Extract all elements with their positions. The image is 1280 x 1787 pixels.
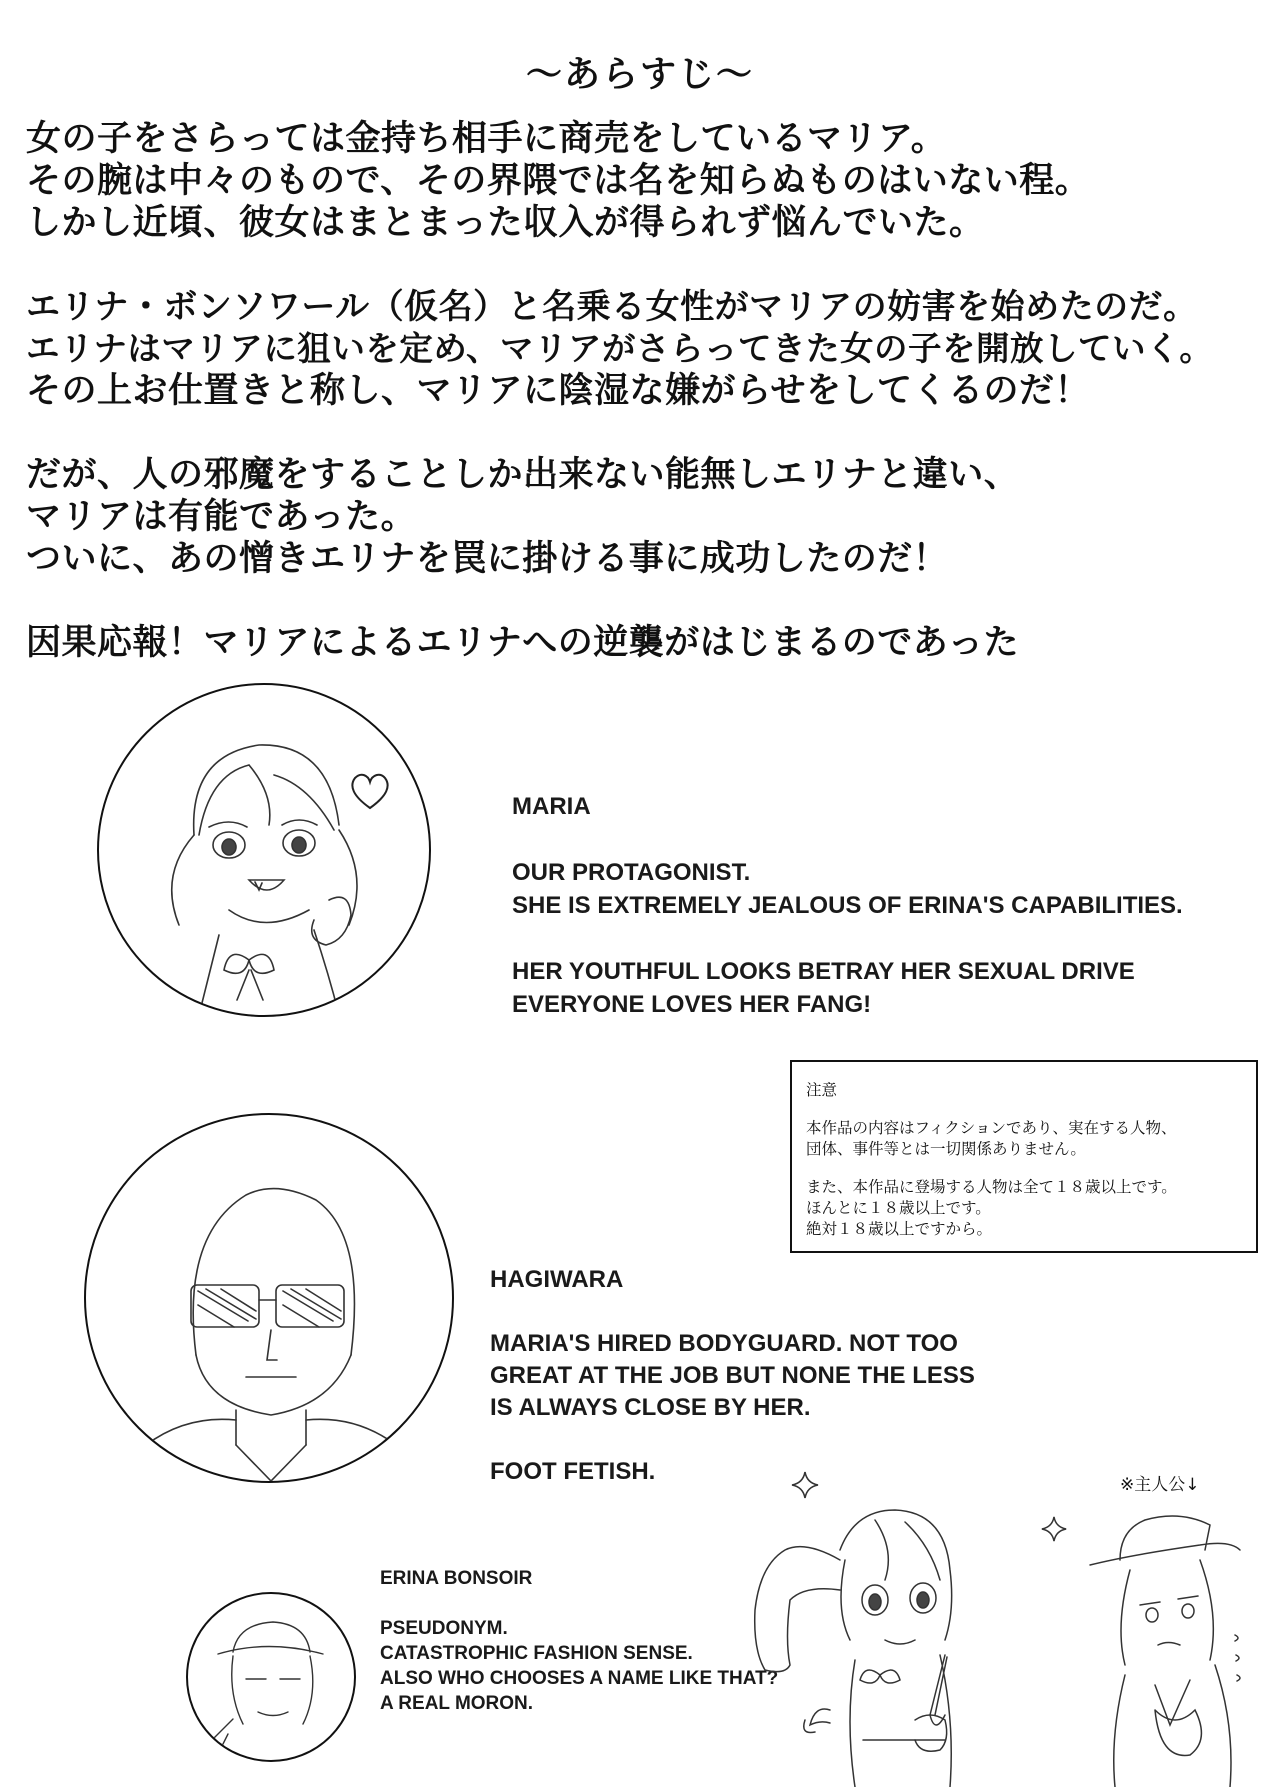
- synopsis-paragraph-2: [26, 286, 1256, 412]
- character-line: EVERYONE LOVES HER FANG!: [512, 991, 872, 1018]
- synopsis: [26, 118, 1256, 706]
- notice-box: [790, 1060, 1258, 1253]
- notice-heading: 注意: [806, 1081, 838, 1099]
- character-line: IS ALWAYS CLOSE BY HER.: [490, 1394, 811, 1421]
- notice-line: また、本作品に登場する人物は全て１８歳以上です。: [806, 1178, 1177, 1196]
- synopsis-line: マリアは有能であった。: [26, 497, 417, 537]
- character-line: OUR PROTAGONIST.: [512, 859, 751, 886]
- synopsis-line: エリナ・ボンソワール（仮名）と名乗る女性がマリアの妨害を始めたのだ。: [26, 287, 1198, 327]
- character-line: SHE IS EXTREMELY JEALOUS OF ERINA'S CAPABILITIES.: [512, 892, 1183, 919]
- synopsis-line: その上お仕置きと称し、マリアに陰湿な嫌がらせをしてくるのだ！: [26, 371, 1090, 411]
- erina-description: [380, 1566, 800, 1716]
- maria-sketch: [745, 1490, 1055, 1787]
- character-name: MARIA: [512, 793, 591, 820]
- synopsis-line: ついに、あの憎きエリナを罠に掛ける事に成功したのだ！: [26, 539, 949, 579]
- notice-line: 絶対１８歳以上ですから。: [806, 1220, 993, 1238]
- character-line: MARIA'S HIRED BODYGUARD. NOT TOO: [490, 1330, 958, 1357]
- sparkle-icon: [1040, 1515, 1068, 1543]
- character-line: CATASTROPHIC FASHION SENSE.: [380, 1643, 693, 1664]
- synopsis-paragraph-1: [26, 118, 1256, 244]
- synopsis-line: エリナはマリアに狙いを定め、マリアがさらってきた女の子を開放していく。: [26, 329, 1214, 368]
- heart-icon: [347, 770, 393, 812]
- notice-line: 本作品の内容はフィクションであり、実在する人物、: [806, 1119, 1177, 1137]
- character-line: GREAT AT THE JOB BUT NONE THE LESS: [490, 1362, 975, 1389]
- notice-line: 団体、事件等とは一切関係ありません。: [806, 1140, 1086, 1158]
- synopsis-line: 女の子をさらっては金持ち相手に商売をしているマリア。: [26, 119, 947, 159]
- page-title: 〜あらすじ〜: [525, 54, 754, 95]
- character-line: ALSO WHO CHOOSES A NAME LIKE THAT?: [380, 1668, 779, 1689]
- character-line: A REAL MORON.: [380, 1693, 534, 1714]
- maria-portrait: [97, 683, 431, 1017]
- synopsis-paragraph-3: [26, 454, 1256, 580]
- protagonist-label: ※主人公↓: [1120, 1475, 1200, 1495]
- character-name: HAGIWARA: [490, 1266, 624, 1293]
- erina-sketch: [1070, 1495, 1270, 1787]
- character-line: PSEUDONYM.: [380, 1618, 508, 1639]
- character-line: HER YOUTHFUL LOOKS BETRAY HER SEXUAL DRIVE: [512, 958, 1135, 985]
- synopsis-line: その腕は中々のもので、その界隈では名を知らぬものはいない程。: [26, 161, 1091, 201]
- hagiwara-portrait: [84, 1113, 454, 1483]
- erina-portrait: [186, 1592, 356, 1762]
- character-name: ERINA BONSOIR: [380, 1568, 533, 1589]
- notice-line: ほんとに１８歳以上です。: [806, 1199, 991, 1217]
- synopsis-line: 因果応報！マリアによるエリナへの逆襲がはじまるのであった: [26, 623, 1019, 663]
- synopsis-line: しかし近頃、彼女はまとまった収入が得られず悩んでいた。: [26, 203, 985, 243]
- character-line: FOOT FETISH.: [490, 1458, 656, 1485]
- synopsis-line: だが、人の邪魔をすることしか出来ない能無しエリナと違い、: [26, 455, 1020, 495]
- maria-description: [512, 790, 1252, 1021]
- hagiwara-description: [490, 1264, 1050, 1488]
- sparkle-icon: [790, 1470, 820, 1500]
- synopsis-paragraph-4: [26, 622, 1256, 664]
